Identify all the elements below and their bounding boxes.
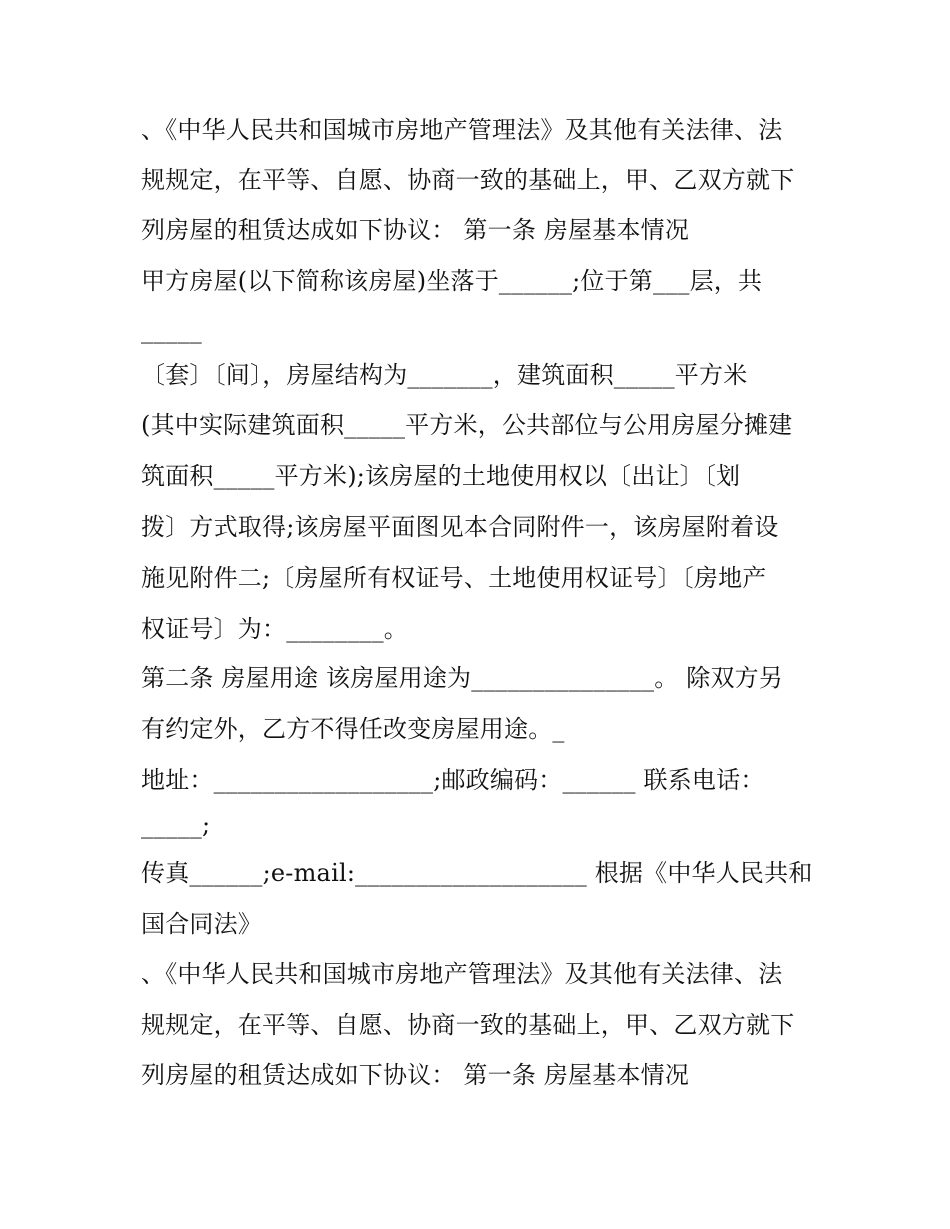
- text-line: 第二条 房屋用途 该房屋用途为_______________。 除双方另: [141, 664, 784, 692]
- text-line: 规规定，在平等、自愿、协商一致的基础上，甲、乙双方就下: [141, 166, 795, 194]
- text-line: 甲方房屋(以下简称该房屋)坐落于______;位于第___层，共: [141, 267, 763, 295]
- text-line: 有约定外，乙方不得任改变房屋用途。_: [141, 715, 565, 743]
- text-line: (其中实际建筑面积_____平方米，公共部位与公用房屋分摊建: [141, 411, 793, 439]
- text-line: 规规定，在平等、自愿、协商一致的基础上，甲、乙双方就下: [141, 1011, 795, 1039]
- text-line: 施见附件二;〔房屋所有权证号、土地使用权证号〕〔房地产: [141, 564, 767, 592]
- text-line: 筑面积_____平方米);该房屋的土地使用权以〔出让〕〔划: [141, 462, 741, 490]
- text-line: 地址：__________________;邮政编码：______ 联系电话：: [141, 766, 765, 794]
- text-line: _____: [141, 316, 202, 344]
- text-line: 列房屋的租赁达成如下协议： 第一条 房屋基本情况: [141, 216, 690, 244]
- text-line: 〔套〕〔间〕，房屋结构为_______，建筑面积_____平方米: [141, 361, 748, 389]
- text-line: 国合同法》: [141, 910, 262, 938]
- text-line: 、《中华人民共和国城市房地产管理法》及其他有关法律、法: [141, 116, 783, 144]
- text-line: 权证号〕为：________。: [141, 615, 408, 643]
- text-line: _____;: [141, 811, 211, 839]
- text-line: 列房屋的租赁达成如下协议： 第一条 房屋基本情况: [141, 1061, 690, 1089]
- text-line: 拨〕方式取得;该房屋平面图见本合同附件一，该房屋附着设: [141, 513, 779, 541]
- text-line: 、《中华人民共和国城市房地产管理法》及其他有关法律、法: [141, 960, 783, 988]
- text-line: 传真______;e-mail:___________________ 根据《中华人民共和: [141, 859, 813, 887]
